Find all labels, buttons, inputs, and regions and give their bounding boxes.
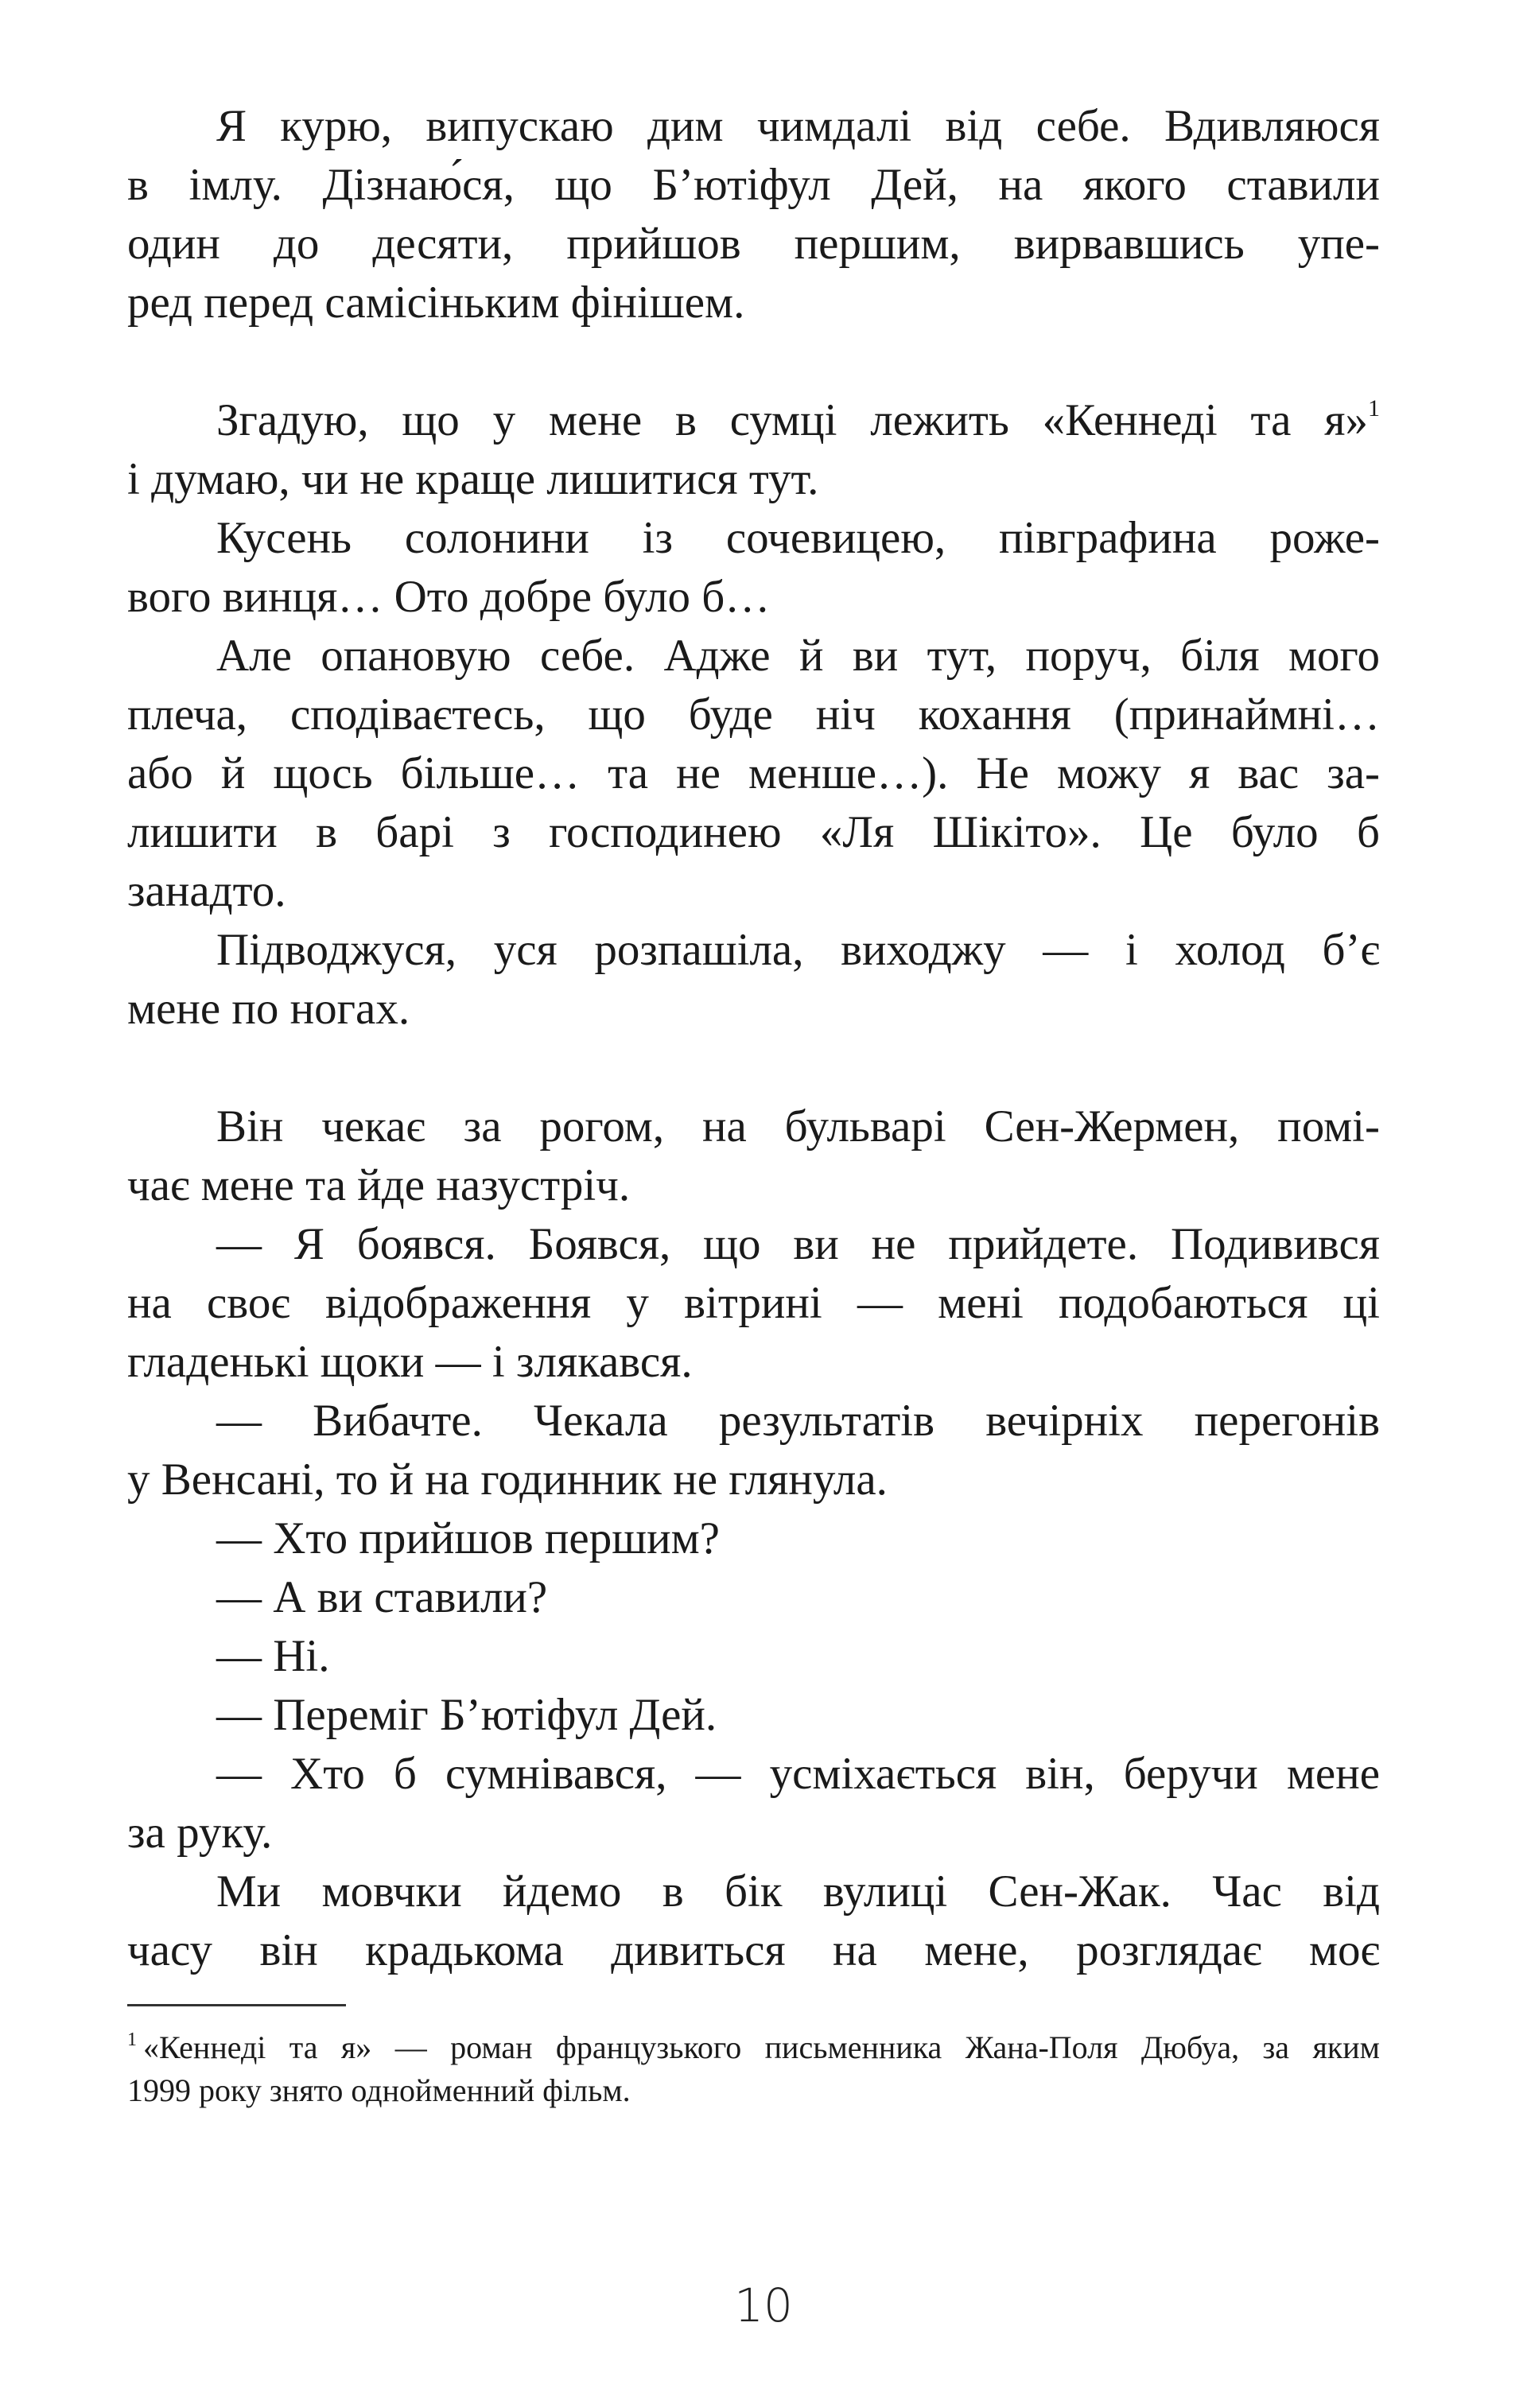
line-text: — Я боявся. Боявся, що ви не прийдете. Подивився <box>216 1219 1380 1269</box>
text-line <box>127 1568 1380 1627</box>
footnote-text: 1999 року знято однойменний фільм. <box>127 2072 631 2108</box>
text-line <box>127 980 1380 1039</box>
footnote-divider <box>127 2004 346 2006</box>
line-text: або й щось більше… та не менше…). Не можу я вас за- <box>127 748 1380 798</box>
line-text: — Хто прийшов першим? <box>216 1513 720 1563</box>
text-line <box>127 686 1380 744</box>
line-text: Згадую, що у мене в сумці лежить «Кеннеді та я» <box>216 395 1368 445</box>
paragraph <box>127 921 1380 1039</box>
paragraph <box>127 1627 1380 1686</box>
line-text: чає мене та йде назустріч. <box>127 1160 631 1210</box>
paragraph <box>127 627 1380 921</box>
text-line <box>127 1745 1380 1804</box>
footnote-text: «Кеннеді та я» — роман французького письменника Жана-Поля Дюбуа, за яким <box>143 2029 1380 2065</box>
line-text: ред перед самісіньким фінішем. <box>127 278 745 328</box>
footnote-line <box>127 2026 1380 2069</box>
footnote <box>127 2026 1380 2112</box>
paragraph <box>127 1862 1380 1980</box>
line-text: в імлу. Дізнаю́ся, що Б’ютіфул Дей, на якого ставили <box>127 160 1380 210</box>
line-text: за руку. <box>127 1808 273 1858</box>
text-line <box>127 744 1380 803</box>
text-section <box>127 391 1380 1039</box>
text-line <box>127 1097 1380 1156</box>
paragraph <box>127 1509 1380 1568</box>
paragraph <box>127 1568 1380 1627</box>
text-line <box>127 215 1380 274</box>
text-line <box>127 1686 1380 1745</box>
line-text: Він чекає за рогом, на бульварі Сен-Жермен, помі- <box>216 1101 1380 1152</box>
text-line <box>127 1921 1380 1980</box>
line-text: Але опановую себе. Адже й ви тут, поруч, біля мого <box>216 631 1380 681</box>
line-text: занадто. <box>127 866 286 916</box>
line-text: мене по ногах. <box>127 984 410 1034</box>
text-line <box>127 450 1380 509</box>
text-line <box>127 568 1380 627</box>
text-line <box>127 391 1380 450</box>
text-line <box>127 627 1380 686</box>
text-line <box>127 1627 1380 1686</box>
line-text: на своє відображення у вітрині — мені подобаються ці <box>127 1278 1380 1328</box>
text-line <box>127 1804 1380 1862</box>
text-section <box>127 97 1380 332</box>
paragraph <box>127 1097 1380 1215</box>
body-text <box>127 97 1380 2039</box>
text-line <box>127 509 1380 568</box>
line-text: і думаю, чи не краще лишитися тут. <box>127 454 819 504</box>
line-text: Ми мовчки йдемо в бік вулиці Сен-Жак. Час від <box>216 1866 1380 1917</box>
text-line <box>127 1392 1380 1451</box>
text-line <box>127 803 1380 862</box>
line-text: — Переміг Б’ютіфул Дей. <box>216 1690 717 1740</box>
line-text: Кусень солонини із сочевицею, півграфина роже- <box>216 513 1380 563</box>
paragraph <box>127 1745 1380 1862</box>
line-text: у Венсані, то й на годинник не глянула. <box>127 1455 888 1505</box>
paragraph <box>127 97 1380 332</box>
paragraph <box>127 509 1380 627</box>
footnote-line <box>127 2069 1380 2112</box>
line-text: гладенькі щоки — і злякався. <box>127 1337 693 1387</box>
text-line <box>127 1862 1380 1921</box>
line-text: один до десяти, прийшов першим, вирвавшись упе- <box>127 219 1380 269</box>
text-line <box>127 274 1380 332</box>
text-line <box>127 921 1380 980</box>
line-text: — А ви ставили? <box>216 1572 548 1622</box>
line-text: вого винця… Ото добре було б… <box>127 572 771 622</box>
text-line <box>127 1333 1380 1392</box>
text-line <box>127 1451 1380 1509</box>
line-text: — Ні. <box>216 1631 330 1681</box>
text-line <box>127 156 1380 215</box>
line-text: — Вибачте. Чекала результатів вечірніх перегонів <box>216 1396 1380 1446</box>
line-text: лишити в барі з господинею «Ля Шікіто». Це було б <box>127 807 1380 857</box>
text-line <box>127 1274 1380 1333</box>
paragraph <box>127 391 1380 509</box>
line-text: плеча, сподіваєтесь, що буде ніч кохання (принаймні… <box>127 689 1380 740</box>
paragraph <box>127 1686 1380 1745</box>
text-section <box>127 1097 1380 1980</box>
page-number: 10 <box>734 2278 793 2332</box>
text-line <box>127 1156 1380 1215</box>
footnote-marker: 1 <box>127 2029 137 2050</box>
paragraph <box>127 1392 1380 1509</box>
footnote-reference[interactable]: 1 <box>1368 395 1380 421</box>
line-text: Підводжуся, уся розпашіла, виходжу — і холод б’є <box>216 925 1380 975</box>
text-line <box>127 1509 1380 1568</box>
line-text: — Хто б сумнівався, — усміхається він, беручи мене <box>216 1749 1380 1799</box>
text-line <box>127 97 1380 156</box>
text-line <box>127 1215 1380 1274</box>
text-line <box>127 862 1380 921</box>
line-text: часу він крадькома дивиться на мене, розглядає моє <box>127 1925 1380 1975</box>
line-text: Я курю, випускаю дим чимдалі від себе. Вдивляюся <box>216 101 1380 151</box>
paragraph <box>127 1215 1380 1392</box>
